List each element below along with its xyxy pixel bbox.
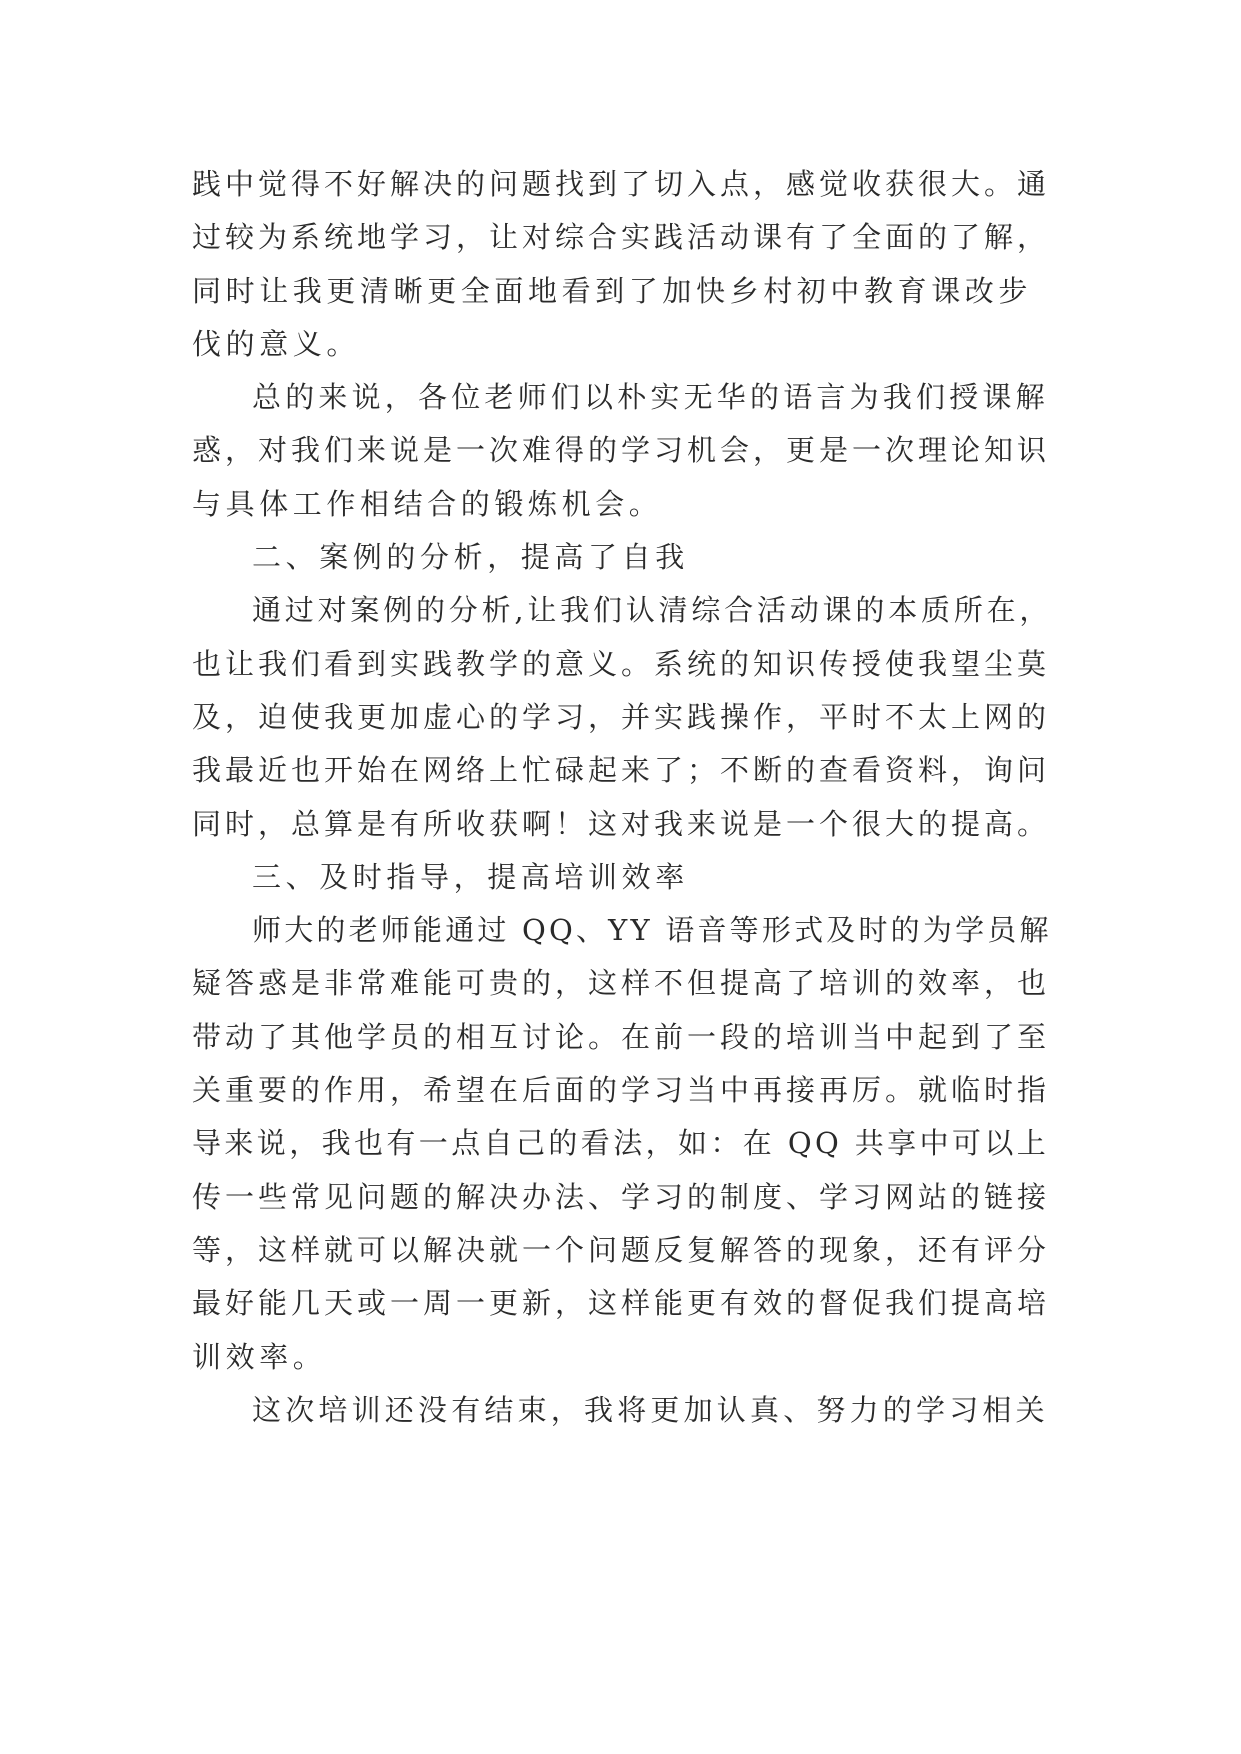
text-line: 与具体工作相结合的锻炼机会。 xyxy=(192,486,663,521)
text-line: 带动了其他学员的相互讨论。在前一段的培训当中起到了至 xyxy=(192,1019,1051,1054)
text-line: 关重要的作用，希望在后面的学习当中再接再厉。就临时指 xyxy=(192,1073,1051,1108)
text-line: 也让我们看到实践教学的意义。系统的知识传授使我望尘莫 xyxy=(192,646,1051,681)
section-heading: 二、案例的分析，提高了自我 xyxy=(252,540,689,575)
text-line: 伐的意义。 xyxy=(192,326,361,361)
text-line: 通过对案例的分析,让我们认清综合活动课的本质所在， xyxy=(252,593,1052,628)
text-line: 同时，总算是有所收获啊！这对我来说是一个很大的提高。 xyxy=(192,806,1051,841)
text-line: 过较为系统地学习，让对综合实践活动课有了全面的了解， xyxy=(192,220,1051,255)
text-line: 及，迫使我更加虚心的学习，并实践操作，平时不太上网的 xyxy=(192,699,1051,734)
text-line: 惑，对我们来说是一次难得的学习机会，更是一次理论知识 xyxy=(192,433,1051,468)
text-line: 这次培训还没有结束，我将更加认真、努力的学习相关 xyxy=(252,1392,1049,1427)
text-line: 师大的老师能通过 QQ、YY 语音等形式及时的为学员解 xyxy=(252,913,1052,948)
section-heading: 三、及时指导，提高培训效率 xyxy=(252,859,689,894)
text-line: 总的来说，各位老师们以朴实无华的语言为我们授课解 xyxy=(252,380,1049,415)
text-line: 同时让我更清晰更全面地看到了加快乡村初中教育课改步 xyxy=(192,273,1033,308)
document-body xyxy=(192,158,1052,1437)
text-line: 我最近也开始在网络上忙碌起来了；不断的查看资料，询问 xyxy=(192,753,1051,788)
text-line: 训效率。 xyxy=(192,1339,327,1374)
text-line: 践中觉得不好解决的问题找到了切入点，感觉收获很大。通 xyxy=(192,167,1051,201)
text-line: 最好能几天或一周一更新，这样能更有效的督促我们提高培 xyxy=(192,1286,1051,1321)
text-line: 等，这样就可以解决就一个问题反复解答的现象，还有评分 xyxy=(192,1232,1051,1267)
text-line: 导来说，我也有一点自己的看法，如：在 QQ 共享中可以上 xyxy=(192,1126,1050,1161)
text-line: 传一些常见问题的解决办法、学习的制度、学习网站的链接 xyxy=(192,1179,1051,1214)
text-line: 疑答惑是非常难能可贵的，这样不但提高了培训的效率，也 xyxy=(192,966,1051,1001)
